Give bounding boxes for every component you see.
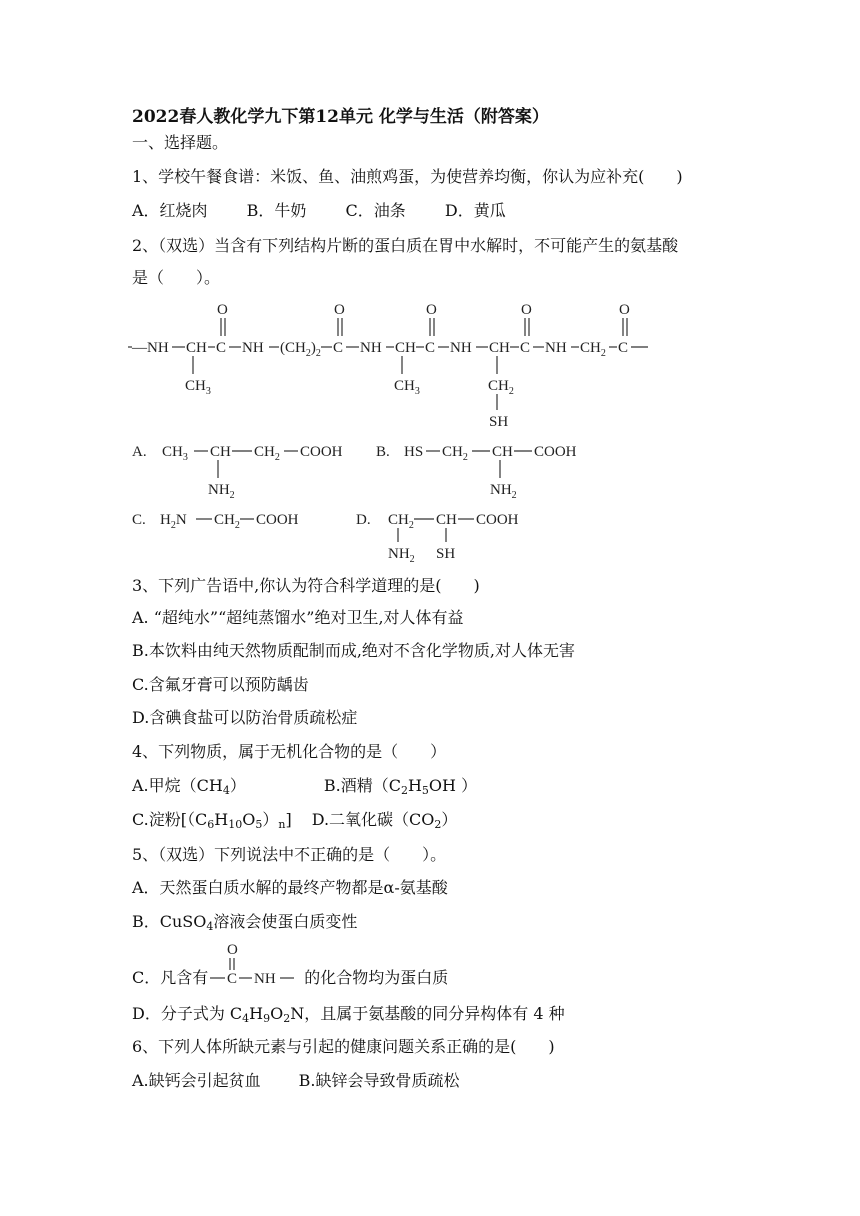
q3-option-c: C.含氟牙膏可以预防龋齿 xyxy=(132,675,309,694)
svg-text:NH2: $NH_2$ xyxy=(388,546,415,562)
svg-text:C: C xyxy=(425,340,436,356)
q6-option-b: B.缺锌会导致骨质疏松 xyxy=(298,1071,460,1090)
q5-option-d: D．分子式为 $C_4H_9O_2N$，且属于氨基酸的同分异构体有 4 种 xyxy=(132,1004,565,1025)
q4-options-cd xyxy=(132,810,457,830)
svg-text:NH2: $NH_2$ xyxy=(490,482,517,501)
chain-nh-1: —NH xyxy=(132,340,169,356)
q6-options xyxy=(132,1071,460,1091)
q2-option-b-label: B. xyxy=(376,444,390,460)
q2-options-cd xyxy=(130,504,550,562)
svg-text:CH2: $CH_2$ xyxy=(214,512,240,531)
section-heading: 一、选择题。 xyxy=(132,133,229,152)
svg-text:O: O xyxy=(217,302,228,318)
svg-text:O: O xyxy=(334,302,345,318)
question-1-options xyxy=(132,201,506,221)
svg-text:O: O xyxy=(521,302,532,318)
question-6-stem: 6、下列人体所缺元素与引起的健康问题关系正确的是( ) xyxy=(132,1037,555,1056)
svg-text:C: C xyxy=(216,340,227,356)
svg-text:C: C xyxy=(520,340,531,356)
q1-option-d: D．黄瓜 xyxy=(444,201,506,220)
svg-text:H2N: $H_2N$ xyxy=(160,512,187,531)
svg-text:NH2: $NH_2$ xyxy=(208,482,235,501)
q4-option-d: D.二氧化碳$(CO_2)$ xyxy=(311,810,458,831)
q6-option-a: A.缺钙会引起贫血 xyxy=(132,1071,261,1090)
svg-text:NH: NH xyxy=(545,340,567,356)
svg-text:CH2: $CH_2$ xyxy=(488,378,514,397)
svg-text:SH: SH xyxy=(436,546,456,562)
svg-text:NH: NH xyxy=(450,340,472,356)
q4-option-c: C.淀粉$[(C_6H_{10}O_5)_n]$ xyxy=(132,810,292,831)
q2-option-a-label: A. xyxy=(132,444,147,460)
svg-text:COOH: COOH xyxy=(534,444,577,460)
svg-text:NH: NH xyxy=(254,971,276,987)
svg-text:HS: HS xyxy=(404,444,424,460)
q2-options-ab xyxy=(130,436,600,502)
q4-options-ab xyxy=(132,776,477,796)
svg-text:CH2: $CH_2$ xyxy=(580,340,606,359)
svg-text:NH: NH xyxy=(242,340,264,356)
svg-text:CH2: $CH_2$ xyxy=(442,444,468,463)
q5-option-c: C．凡含有 的化合物均为蛋白质 xyxy=(132,968,449,987)
q5-option-a: A．天然蛋白质水解的最终产物都是α-氨基酸 xyxy=(132,878,448,897)
q2-option-d-label: D. xyxy=(356,512,371,528)
svg-text:(CH2)2: $(CH_2)_2$ xyxy=(280,340,321,359)
svg-text:COOH: COOH xyxy=(476,512,519,528)
svg-text:CH: CH xyxy=(210,444,231,460)
svg-text:C: C xyxy=(227,971,238,987)
svg-text:COOH: COOH xyxy=(256,512,299,528)
svg-text:CH3: $CH_3$ xyxy=(162,444,188,463)
q4-option-b: B.酒精（$C_2H_5OH$ ） xyxy=(323,776,478,797)
question-2-stem-line2: 是（ ）。 xyxy=(132,268,221,287)
question-1-stem: 1、学校午餐食谱：米饭、鱼、油煎鸡蛋，为使营养均衡，你认为应补充( ) xyxy=(132,167,683,186)
q3-option-d: D.含碘食盐可以防治骨质疏松症 xyxy=(132,708,358,727)
svg-text:O: O xyxy=(619,302,630,318)
svg-text:CH: CH xyxy=(492,444,513,460)
document-title: 2022春人教化学九下第12单元 化学与生活（附答案） xyxy=(132,107,549,127)
amide-group-structure xyxy=(210,938,310,990)
question-2-stem-line1: 2、（双选）当含有下列结构片断的蛋白质在胃中水解时，不可能产生的氨基酸 xyxy=(132,236,679,255)
question-4-stem: 4、下列物质，属于无机化合物的是（ ） xyxy=(132,742,447,761)
q5-option-b: B．CuSO$_4$溶液会使蛋白质变性 xyxy=(132,912,358,933)
svg-text:CH: CH xyxy=(395,340,416,356)
q1-option-a: A．红烧肉 xyxy=(132,201,208,220)
svg-text:CH: CH xyxy=(436,512,457,528)
q4-option-a: A.甲烷$(CH_4)$ xyxy=(132,776,246,797)
q2-option-c-label: C. xyxy=(132,512,146,528)
svg-text:SH: SH xyxy=(489,414,509,430)
svg-text:CH3: $CH_3$ xyxy=(185,378,211,397)
svg-text:O: O xyxy=(426,302,437,318)
svg-text:C: C xyxy=(333,340,344,356)
q1-option-c: C．油条 xyxy=(345,201,406,220)
svg-text:O: O xyxy=(227,942,238,958)
svg-text:CH2: $CH_2$ xyxy=(388,512,414,531)
svg-text:CH: CH xyxy=(489,340,510,356)
svg-text:CH3: $CH_3$ xyxy=(394,378,420,397)
peptide-chain-structure xyxy=(128,296,658,432)
svg-text:CH2: $CH_2$ xyxy=(254,444,280,463)
svg-text:COOH: COOH xyxy=(300,444,343,460)
q3-option-b: B.本饮料由纯天然物质配制而成,绝对不含化学物质,对人体无害 xyxy=(132,641,576,660)
q3-option-a: A. “超纯水”“超纯蒸馏水”绝对卫生,对人体有益 xyxy=(132,608,464,627)
question-3-stem: 3、下列广告语中,你认为符合科学道理的是( ) xyxy=(132,576,480,595)
svg-text:CH: CH xyxy=(186,340,207,356)
svg-text:C: C xyxy=(618,340,629,356)
q1-option-b: B．牛奶 xyxy=(246,201,307,220)
svg-text:NH: NH xyxy=(360,340,382,356)
question-5-stem: 5、（双选）下列说法中不正确的是（ ）。 xyxy=(132,845,447,864)
